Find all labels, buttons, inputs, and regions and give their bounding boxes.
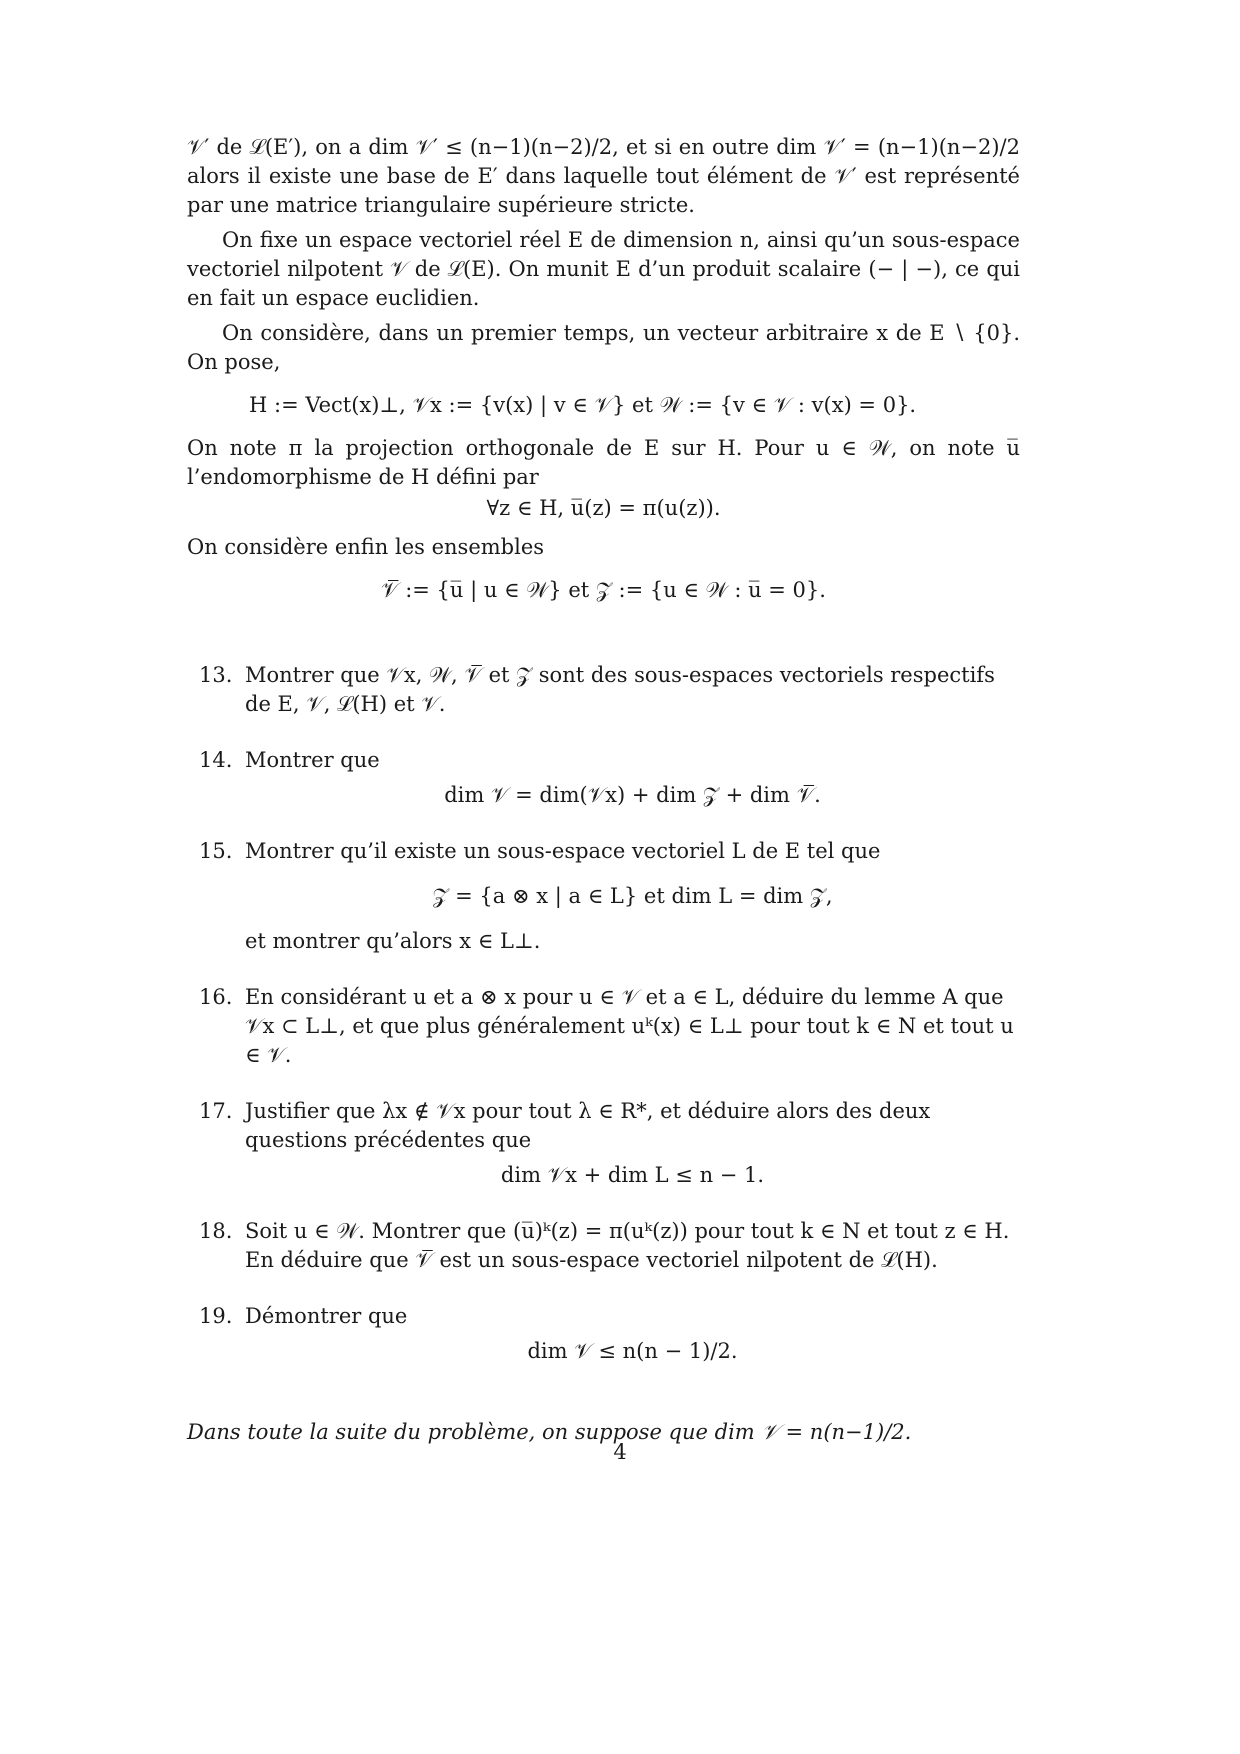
definition-display-2: ∀z ∈ H, u̅(z) = π(u(z)). [486,496,721,520]
question-text: En considérant u et a ⊗ x pour u ∈ 𝒱 et a ∈ L, déduire du lemme A que 𝒱x ⊂ L⊥, et que plus généralement uᵏ(x) ∈ L⊥ pour tout k ∈ N et tout u ∈ 𝒱. [245,985,1014,1067]
question-text: Justifier que λx ∉ 𝒱x pour tout λ ∈ R*, et déduire alors des deux questions précédentes que [245,1099,931,1152]
question-number: 17. [199,1099,233,1123]
question-number: 15. [199,839,233,863]
intro-paragraph-4: On considère enfin les ensembles [187,535,545,559]
question-text: Montrer que [245,748,380,772]
question-text-after: et montrer qu’alors x ∈ L⊥. [245,929,541,953]
question-15 [187,837,1020,956]
question-14 [187,746,1020,810]
intro-paragraph-3: On note π la projection orthogonale de E sur H. Pour u ∈ 𝒲, on note u̅ l’endomorphisme de H défini par [187,436,1020,489]
question-text: Soit u ∈ 𝒲. Montrer que (u̅)ᵏ(z) = π(uᵏ(z)) pour tout k ∈ N et tout z ∈ H. En déduire que 𝒱̅ est un sous-espace vectoriel nilpotent de ℒ(H). [245,1219,1010,1272]
page-number: 4 [613,1440,627,1464]
question-display: 𝒵 = {a ⊗ x | a ∈ L} et dim L = dim 𝒵, [432,884,833,908]
definition-display-3: 𝒱̅ := {u̅ | u ∈ 𝒲} et 𝒵 := {u ∈ 𝒲 : u̅ = 0}. [381,578,826,602]
intro-paragraph-2: On considère, dans un premier temps, un vecteur arbitraire x de E ∖ {0}. On pose, [187,321,1020,374]
question-display: dim 𝒱 ≤ n(n − 1)/2. [527,1339,738,1363]
question-18 [187,1217,1020,1275]
question-number: 16. [199,985,233,1009]
question-text: Montrer que 𝒱x, 𝒲, 𝒱̅ et 𝒵 sont des sous-espaces vectoriels respectifs de E, 𝒱, ℒ(H) et 𝒱. [245,663,995,716]
question-number: 18. [199,1219,233,1243]
question-13 [187,661,1020,719]
question-display: dim 𝒱 = dim(𝒱x) + dim 𝒵 + dim 𝒱̅. [444,783,821,807]
intro-paragraph-0: 𝒱′ de ℒ(E′), on a dim 𝒱′ ≤ (n−1)(n−2)/2, et si en outre dim 𝒱′ = (n−1)(n−2)/2 alors il existe une base de E′ dans laquelle tout élément de 𝒱′ est représenté par une matrice triangulaire supérieure stricte. [187,135,1020,217]
intro-paragraph-1: On fixe un espace vectoriel réel E de dimension n, ainsi qu’un sous-espace vectoriel nilpotent 𝒱 de ℒ(E). On munit E d’un produit scalaire (− | −), ce qui en fait un espace euclidien. [187,228,1020,310]
question-number: 14. [199,748,233,772]
question-list [187,661,1020,1366]
question-display: dim 𝒱x + dim L ≤ n − 1. [500,1163,765,1187]
definition-display-1: H := Vect(x)⊥, 𝒱x := {v(x) | v ∈ 𝒱} et 𝒲 := {v ∈ 𝒱 : v(x) = 0}. [249,393,917,417]
final-assumption: Dans toute la suite du problème, on suppose que dim 𝒱 = n(n−1)/2. [187,1420,912,1444]
question-19 [187,1302,1020,1366]
question-number: 13. [199,663,233,687]
question-number: 19. [199,1304,233,1328]
question-16 [187,983,1020,1070]
document-page [187,133,1020,1447]
question-text: Démontrer que [245,1304,408,1328]
question-17 [187,1097,1020,1190]
question-text: Montrer qu’il existe un sous-espace vectoriel L de E tel que [245,839,881,863]
